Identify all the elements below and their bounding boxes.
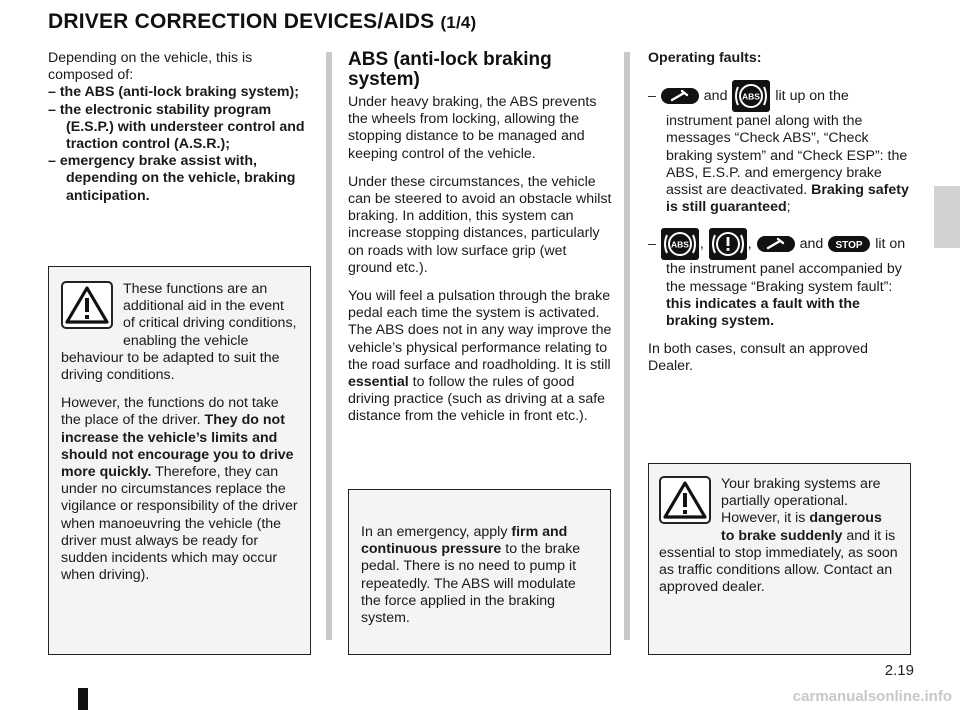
fault-2-bold: this indicates a fault with the braking system. [666,295,860,330]
abs-icon-label: ABS [742,91,761,102]
brake-warning-icon [708,227,748,261]
warning-triangle-icon [61,281,113,329]
left-intro: Depending on the vehicle, this is composed of: [48,50,253,84]
abs-p3 [348,288,612,426]
watermark: carmanualsonline.info [792,688,952,705]
chapter-tab [934,186,960,248]
faults-heading: Operating faults: [648,50,762,66]
abs-warning-icon [731,79,771,113]
warning-p2 [61,395,298,584]
abs-warning-icon [660,227,700,261]
fault-2-text: lit on the instrument panel accompanied by the message “Braking system fault”: [666,236,906,295]
abs-p3-start: You will feel a pulsation through the brake pedal each time the system is activated. The ABS does not in any way improve the vehicle’s physical performance relating to the road surface and roadholding. It is still [348,288,612,373]
fault-item-2 [648,227,912,330]
warning-box-functions [48,266,311,655]
system-list [48,84,312,204]
emergency-end: to the brake pedal. There is no need to pump it repeatedly. The ABS will modulate the force applied in the braking system. [361,541,581,627]
abs-p3-end: to follow the rules of good driving practice (such as driving at a safe distance from the vehicle in front etc.). [348,374,606,425]
warning-box-braking [648,463,911,655]
abs-heading: ABS (anti-lock braking system) [348,49,552,90]
warning-triangle-icon [659,476,711,524]
braking-warning-end: and it is essential to stop immediately, as soon as traffic conditions allow. Contact an approved dealer. [659,527,898,596]
dash: – [648,87,656,104]
fault-1-text: lit up on the instrument panel along with the messages “Check ABS”, “Check braking system” and “Check ESP”: the ABS, E.S.P. and emergency brake assist are deactivated. [666,87,908,199]
comma: , [699,236,704,253]
fault-item-1 [648,79,912,216]
warning-p1: These functions are an additional aid in the event of critical driving conditions, enabling the vehicle behaviour to be adapted to suit the driving conditions. [61,281,297,384]
fault-1-end: ; [786,199,791,216]
corner-mark [78,688,88,710]
emergency-note [361,524,598,627]
consult-dealer: In both cases, consult an approved Dealer. [648,341,869,375]
middle-column [348,50,612,437]
emergency-start: In an emergency, apply [361,524,512,540]
abs-p2: Under these circumstances, the vehicle can be steered to avoid an obstacle whilst braking. In addition, this system can increase stopping distances, particularly on roads with low surface grip (wet ground etc.). [348,173,612,276]
list-item: – emergency brake assist with, depending on the vehicle, braking anticipation. [48,153,296,204]
braking-warning-start: Your braking systems are partially operational. However, it is [721,476,881,527]
and-text: and [703,87,728,104]
service-warning-icon [756,235,796,253]
list-item: – the electronic stability program (E.S.P.) with understeer control and traction control (A.S.R.); [48,101,305,153]
service-warning-icon [660,87,700,105]
title-text: DRIVER CORRECTION DEVICES/AIDS [48,10,435,33]
abs-p1: Under heavy braking, the ABS prevents the wheels from locking, allowing the stopping distance to be managed and keeping control of the vehicle. [348,94,597,162]
column-separator [624,52,630,640]
stop-warning-icon [827,235,871,253]
right-column [648,50,912,387]
warning-p2-start: However, the functions do not take the place of the driver. [61,395,279,429]
and-text: and [799,236,824,253]
page-number: 2.19 [884,662,914,679]
abs-p3-bold: essential [348,374,409,391]
column-separator [326,52,332,640]
braking-warning-bold: dangerous to brake suddenly [721,510,882,544]
page-title [48,10,476,34]
title-part: (1/4) [440,13,477,32]
warning-p2-bold: They do not increase the vehicle’s limits and should not encourage you to drive more quickly. [61,412,294,481]
comma: , [747,236,752,253]
warning-p2-end: Therefore, they can under no circumstances replace the vigilance or responsibility of the driver when manoeuvring the vehicle (the driver must always be ready for sudden incidents which may occur when driving). [61,464,298,584]
fault-1-bold: Braking safety is still guaranteed [666,182,909,216]
left-column [48,50,312,205]
stop-icon-label: STOP [835,240,863,252]
abs-icon-label: ABS [670,239,689,250]
emergency-note-box [348,489,611,655]
emergency-bold: firm and continuous pressure [361,524,568,558]
dash: – [648,236,656,253]
list-item: – the ABS (anti-lock braking system); [48,84,299,101]
